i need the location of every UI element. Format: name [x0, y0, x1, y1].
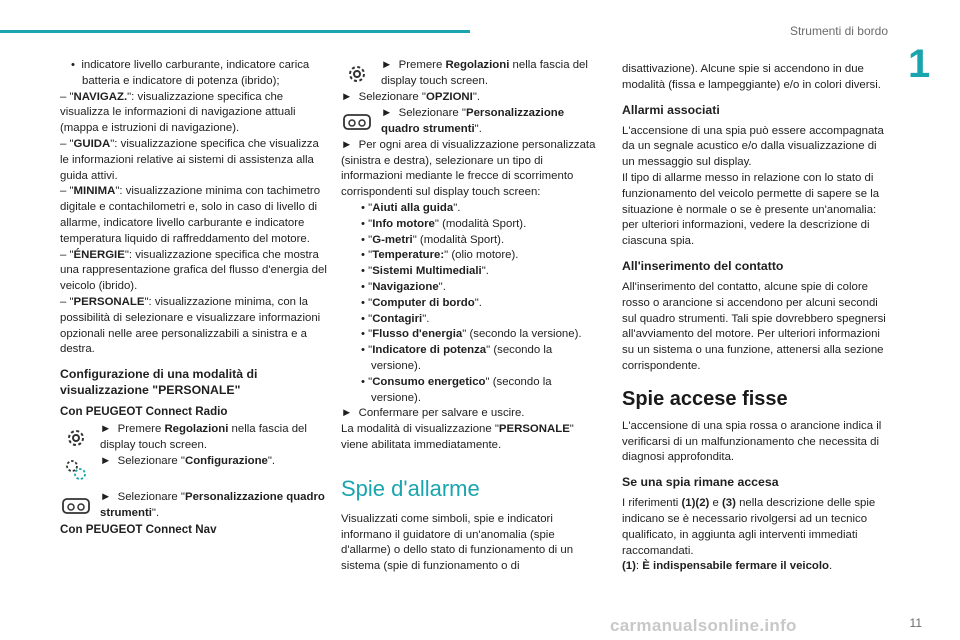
- step-cluster-customization: ► Selezionare "Personalizzazione quadro strumenti".: [341, 106, 603, 138]
- section-title: Strumenti di bordo: [789, 24, 888, 38]
- step-configuration: ► Selezionare "Configurazione".: [60, 454, 330, 486]
- watermark: carmanualsonline.info: [610, 616, 797, 635]
- step-settings: ► Premere Regolazioni nella fascia del display touch screen.: [60, 422, 330, 454]
- column-3: [622, 62, 886, 575]
- associated-alarms-text: L'accensione di una spia può essere accompagnata da un segnale acustico e/o dalla visualizzazione di un messaggio sul display.: [622, 124, 884, 169]
- section-heading: Configurazione di una modalità di visualizzazione "PERSONALE": [60, 367, 258, 398]
- settings-gear-icon: [341, 58, 373, 90]
- warning-lights-intro: Visualizzati come simboli, spie e indicatori informano il guidatore di un'anomalia (spie d'allarme) o dello stato di funzionamento di un sistema (spie di funzionamento o di: [341, 512, 574, 573]
- instrument-cluster-icon: [60, 490, 92, 522]
- header-accent-bar: [0, 30, 470, 33]
- note-1: (1): È indispensabile fermare il veicolo.: [622, 560, 833, 573]
- list-item: • "Consumo energetico" (secondo la versione).: [361, 375, 552, 404]
- list-item: • "Computer di bordo".: [361, 296, 482, 309]
- page-number: 11: [909, 616, 922, 630]
- display-mode-navigaz: – "NAVIGAZ.": visualizzazione specifica che visualizza le informazioni di navigazione attuali (mappa e istruzioni di navigazione).: [60, 90, 296, 135]
- column-2: [341, 58, 603, 575]
- ignition-heading: All'inserimento del contatto: [622, 258, 784, 273]
- light-remains-heading: Se una spia rimane accesa: [622, 475, 779, 490]
- step-confirm: ► Confermare per salvare e uscire.: [341, 407, 525, 420]
- list-item: • "Aiuti alla guida".: [361, 201, 461, 214]
- references-text: I riferimenti (1)(2) e (3) nella descrizione delle spie indicano se è necessario rivolgersi ad un tecnico qualificato, in aggiunta agli interventi immediati raccomandati.: [622, 497, 876, 557]
- configuration-gears-icon: [60, 454, 92, 486]
- associated-alarms-heading: Allarmi associati: [622, 102, 720, 117]
- list-item: • "Info motore" (modalità Sport).: [361, 217, 527, 230]
- paragraph-continued: disattivazione). Alcune spie si accendono in due modalità (fissa e lampeggiante) e/o in colori diversi.: [622, 63, 881, 91]
- lights-on-title: Spie accese fisse: [622, 387, 788, 410]
- mode-enabled-note: La modalità di visualizzazione "PERSONALE" viene abilitata immediatamente.: [341, 423, 574, 451]
- list-item: • "Flusso d'energia" (secondo la versione).: [361, 328, 582, 341]
- settings-gear-icon: [60, 422, 92, 454]
- nav-heading: Con PEUGEOT Connect Nav: [60, 522, 217, 536]
- info-type-list: [341, 201, 603, 406]
- display-mode-guida: – "GUIDA": visualizzazione specifica che visualizza le informazioni relative ai sistemi di assistenza alla guida attivi.: [60, 137, 319, 182]
- column-1: [60, 58, 330, 540]
- radio-heading: Con PEUGEOT Connect Radio: [60, 405, 228, 419]
- list-item: • "Navigazione".: [361, 280, 446, 293]
- step-select-info: ► Per ogni area di visualizzazione personalizzata (sinistra e destra), selezionare un tipo di informazioni mediante le frecce di scorrimento corrispondenti sul display touch screen:: [341, 138, 596, 199]
- list-item: • "Indicatore di potenza" (secondo la versione).: [361, 344, 553, 372]
- associated-alarms-text-2: Il tipo di allarme messo in relazione con lo stato di funzionamento del veicolo permette di sapere se la situazione è normale o se è presente un'anomalia: per ulteriori informazioni, vedere la descrizione di ciascuna spia.: [622, 171, 880, 248]
- list-item: • "Sistemi Multimediali".: [361, 265, 489, 278]
- display-mode-energie: – "ÉNERGIE": visualizzazione specifica che mostra una rappresentazione grafica del flusso d'energia del veicolo (ibrido).: [60, 248, 327, 293]
- list-item: • "Contagiri".: [361, 312, 430, 325]
- warning-lights-title: Spie d'allarme: [341, 475, 480, 501]
- ignition-text: All'inserimento del contatto, alcune spie di colore rosso o arancione si accendono per alcuni secondi sul quadro strumenti. Tali spie dovrebbero spegnersi all'avviamento del motore. Per ulteriori informazioni su un sistema o una funzione, attenersi alla sezione corrispondente.: [622, 280, 886, 372]
- step-options: ► Selezionare "OPZIONI".: [341, 91, 481, 103]
- list-item: • "Temperature:" (olio motore).: [361, 249, 519, 262]
- step-cluster-customization: ► Selezionare "Personalizzazione quadro strumenti".: [60, 490, 330, 522]
- display-mode-personale: – "PERSONALE": visualizzazione minima, con la possibilità di selezionare e visualizzare informazioni opzionali nelle aree personalizzabili a sinistra e a destra.: [60, 295, 321, 356]
- chapter-number: 1: [908, 42, 931, 86]
- list-item: • "G-metri" (modalità Sport).: [361, 233, 505, 246]
- instrument-cluster-icon: [341, 106, 373, 138]
- lights-on-text: L'accensione di una spia rossa o arancione indica il verificarsi di un malfunzionamento che necessita di diagnosi approfondita.: [622, 419, 882, 464]
- list-item: • indicatore livello carburante, indicatore carica batteria e indicatore di potenza (ibrido);: [71, 59, 310, 87]
- display-mode-minima: – "MINIMA": visualizzazione minima con tachimetro digitale e contachilometri e, solo in caso di livello di allarme, indicatore livello carburante e indicatore temperatura liquido di raffreddamento del motore.: [60, 185, 321, 245]
- step-settings: ► Premere Regolazioni nella fascia del display touch screen.: [341, 58, 603, 90]
